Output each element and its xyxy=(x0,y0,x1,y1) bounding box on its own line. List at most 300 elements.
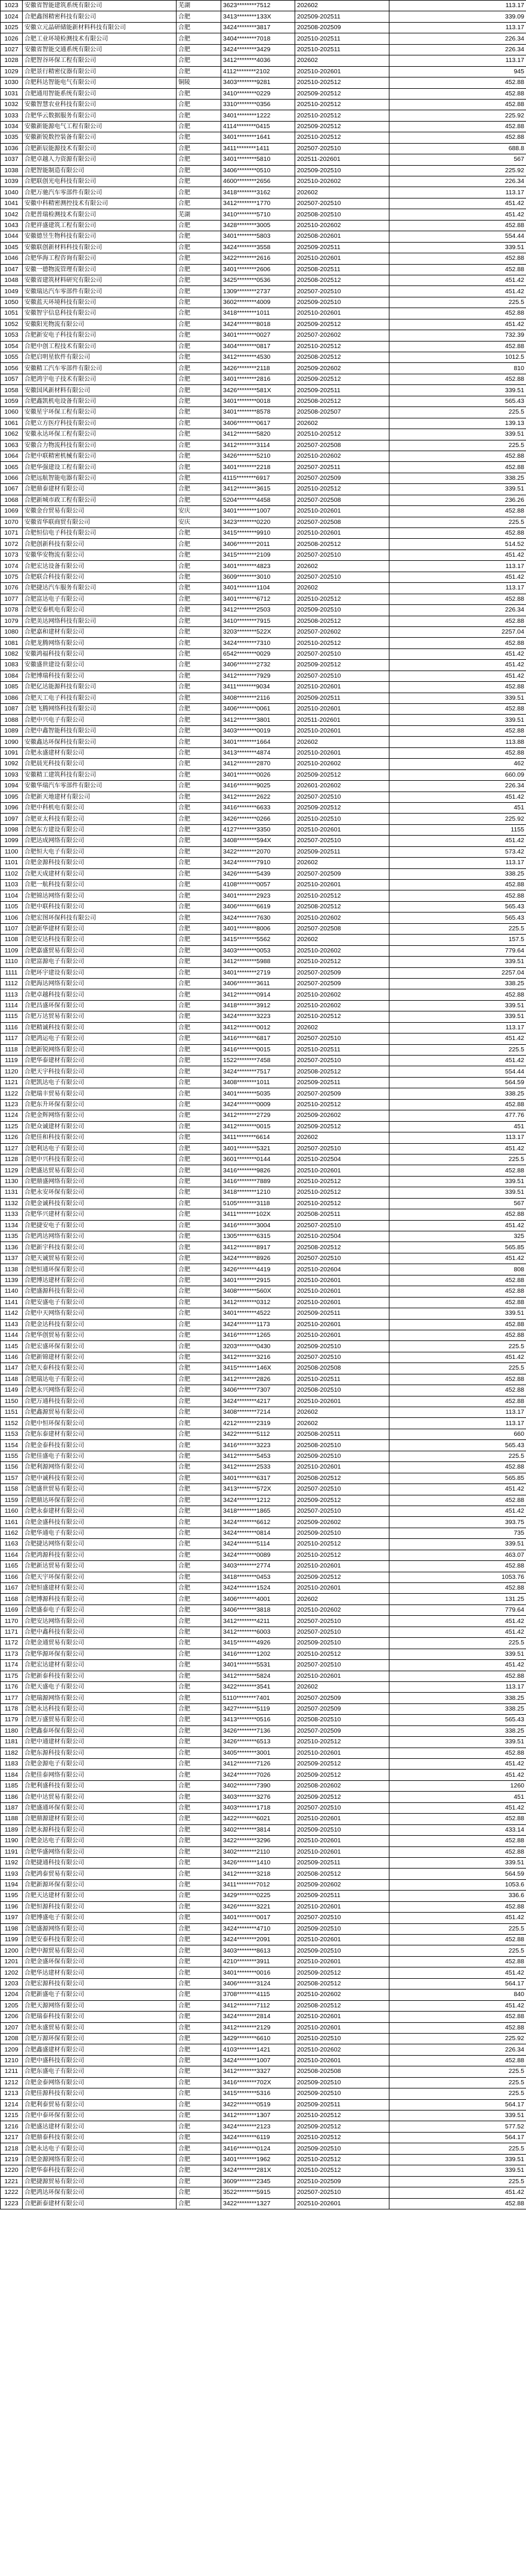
city-cell: 合肥 xyxy=(177,1945,221,1956)
id-number-cell: 3412********2129 xyxy=(221,2022,295,2033)
row-number-cell: 1097 xyxy=(1,814,23,824)
table-row xyxy=(1,1000,526,1011)
period-cell: 202510-202601 xyxy=(295,1901,389,1912)
city-cell: 合肥 xyxy=(177,1220,221,1231)
company-name-cell: 合肥凯达电子有限公司 xyxy=(23,1077,177,1088)
city-cell: 合肥 xyxy=(177,1187,221,1198)
row-number-cell: 1181 xyxy=(1,1737,23,1748)
company-name-cell: 合肥华盛网络有限公司 xyxy=(23,1846,177,1857)
amount-cell: 452.88 xyxy=(389,725,526,736)
period-cell: 202509-202511 xyxy=(295,385,389,396)
period-cell: 202510-202512 xyxy=(295,1187,389,1198)
amount-cell: 226.34 xyxy=(389,2044,526,2055)
city-cell: 合肥 xyxy=(177,1824,221,1835)
table-row xyxy=(1,682,526,693)
amount-cell: 339.51 xyxy=(389,242,526,253)
table-row xyxy=(1,352,526,363)
amount-cell: 564.17 xyxy=(389,2132,526,2143)
company-name-cell: 合肥新辰能源技术有限公司 xyxy=(23,143,177,154)
id-number-cell: 3423********0220 xyxy=(221,517,295,527)
row-number-cell: 1069 xyxy=(1,506,23,517)
id-number-cell: 3412********8917 xyxy=(221,1242,295,1253)
period-cell: 202509-202510 xyxy=(295,1451,389,1461)
id-number-cell: 3203********0430 xyxy=(221,1341,295,1352)
amount-cell: 339.51 xyxy=(389,957,526,967)
amount-cell: 339.51 xyxy=(389,385,526,396)
amount-cell: 565.43 xyxy=(389,396,526,406)
amount-cell: 225.5 xyxy=(389,923,526,934)
table-row xyxy=(1,1770,526,1780)
id-number-cell: 3411********9034 xyxy=(221,682,295,693)
period-cell: 202507-202509 xyxy=(295,1725,389,1736)
amount-cell: 451 xyxy=(389,802,526,813)
row-number-cell: 1185 xyxy=(1,1780,23,1791)
table-row xyxy=(1,2187,526,2198)
city-cell: 合肥 xyxy=(177,1901,221,1912)
row-number-cell: 1198 xyxy=(1,1923,23,1934)
row-number-cell: 1107 xyxy=(1,923,23,934)
amount-cell: 945 xyxy=(389,66,526,77)
table-row xyxy=(1,1978,526,1989)
company-name-cell: 合肥华源环保有限公司 xyxy=(23,1649,177,1659)
row-number-cell: 1205 xyxy=(1,2000,23,2011)
row-number-cell: 1144 xyxy=(1,1330,23,1340)
city-cell: 合肥 xyxy=(177,1319,221,1330)
id-number-cell: 3422********2070 xyxy=(221,846,295,857)
table-row xyxy=(1,1967,526,1978)
amount-cell: 452.88 xyxy=(389,890,526,901)
table-row xyxy=(1,814,526,824)
table-row xyxy=(1,1891,526,1901)
company-name-cell: 合肥华泰建材有限公司 xyxy=(23,1056,177,1066)
company-name-cell: 合肥新城市政工程有限公司 xyxy=(23,495,177,505)
period-cell: 202507-202510 xyxy=(295,1506,389,1516)
amount-cell: 452.88 xyxy=(389,1275,526,1286)
id-number-cell: 3412********4036 xyxy=(221,55,295,66)
table-row xyxy=(1,88,526,99)
amount-cell: 451.42 xyxy=(389,209,526,220)
table-row xyxy=(1,747,526,758)
amount-cell: 452.88 xyxy=(389,1901,526,1912)
row-number-cell: 1188 xyxy=(1,1814,23,1824)
table-row xyxy=(1,913,526,923)
period-cell: 202507-202510 xyxy=(295,1056,389,1066)
table-row xyxy=(1,1604,526,1615)
city-cell: 合肥 xyxy=(177,1802,221,1813)
id-number-cell: 3412********1307 xyxy=(221,2111,295,2121)
id-number-cell: 3411********102X xyxy=(221,1209,295,1220)
period-cell: 202508-202508 xyxy=(295,1363,389,1374)
amount-cell: 225.5 xyxy=(389,1451,526,1461)
amount-cell: 565.43 xyxy=(389,913,526,923)
row-number-cell: 1165 xyxy=(1,1561,23,1572)
company-name-cell: 合肥瑞丰贸易有限公司 xyxy=(23,1088,177,1099)
city-cell: 合肥 xyxy=(177,396,221,406)
table-row xyxy=(1,1022,526,1033)
period-cell: 202510-202512 xyxy=(295,1176,389,1187)
company-name-cell: 合肥新锐网络有限公司 xyxy=(23,1044,177,1055)
company-name-cell: 合肥盛达建材有限公司 xyxy=(23,2121,177,2132)
id-number-cell: 3403********1718 xyxy=(221,1802,295,1813)
company-name-cell: 合肥天达建材有限公司 xyxy=(23,1891,177,1901)
amount-cell: 452.88 xyxy=(389,451,526,461)
table-row xyxy=(1,715,526,725)
id-number-cell: 3424********4217 xyxy=(221,1396,295,1407)
city-cell: 合肥 xyxy=(177,1572,221,1582)
row-number-cell: 1038 xyxy=(1,165,23,176)
amount-cell: 225.5 xyxy=(389,1044,526,1055)
amount-cell: 452.88 xyxy=(389,1561,526,1572)
amount-cell: 565.85 xyxy=(389,1473,526,1483)
id-number-cell: 3410********7915 xyxy=(221,616,295,626)
id-number-cell: 3412********7929 xyxy=(221,671,295,681)
row-number-cell: 1147 xyxy=(1,1363,23,1374)
city-cell: 合肥 xyxy=(177,1011,221,1022)
table-row xyxy=(1,2154,526,2165)
id-number-cell: 3428********3005 xyxy=(221,220,295,231)
id-number-cell: 3401********2816 xyxy=(221,374,295,384)
company-name-cell: 合肥中天网络有限公司 xyxy=(23,1308,177,1319)
table-row xyxy=(1,121,526,132)
table-row xyxy=(1,1649,526,1659)
period-cell: 202511-202601 xyxy=(295,715,389,725)
row-number-cell: 1051 xyxy=(1,308,23,319)
amount-cell: 451.42 xyxy=(389,286,526,297)
city-cell: 合肥 xyxy=(177,1209,221,1220)
id-number-cell: 3412********0012 xyxy=(221,1022,295,1033)
company-name-cell: 合肥万达贸易有限公司 xyxy=(23,1011,177,1022)
amount-cell: 113.17 xyxy=(389,583,526,594)
row-number-cell: 1196 xyxy=(1,1901,23,1912)
row-number-cell: 1153 xyxy=(1,1429,23,1439)
row-number-cell: 1192 xyxy=(1,1857,23,1868)
row-number-cell: 1049 xyxy=(1,286,23,297)
row-number-cell: 1138 xyxy=(1,1264,23,1275)
city-cell: 合肥 xyxy=(177,561,221,572)
row-number-cell: 1085 xyxy=(1,682,23,693)
city-cell: 合肥 xyxy=(177,802,221,813)
row-number-cell: 1212 xyxy=(1,2077,23,2088)
period-cell: 202510-202602 xyxy=(295,759,389,769)
id-number-cell: 3403********0019 xyxy=(221,725,295,736)
company-name-cell: 合肥飞腾网络科技有限公司 xyxy=(23,704,177,715)
table-row xyxy=(1,286,526,297)
city-cell: 合肥 xyxy=(177,2165,221,2176)
amount-cell: 1155 xyxy=(389,824,526,835)
id-number-cell: 3412********5824 xyxy=(221,1671,295,1681)
company-name-cell: 合肥博盛电子有限公司 xyxy=(23,1913,177,1923)
period-cell: 202509-202511 xyxy=(295,1308,389,1319)
company-name-cell: 合肥通用智能系统有限公司 xyxy=(23,88,177,99)
row-number-cell: 1094 xyxy=(1,781,23,792)
table-row xyxy=(1,1935,526,1945)
table-row xyxy=(1,143,526,154)
id-number-cell: 1309********2737 xyxy=(221,286,295,297)
row-number-cell: 1216 xyxy=(1,2121,23,2132)
amount-cell: 452.88 xyxy=(389,2012,526,2022)
id-number-cell: 3413********0516 xyxy=(221,1715,295,1725)
company-name-cell: 合肥远航智能电器有限公司 xyxy=(23,473,177,483)
table-row xyxy=(1,648,526,659)
period-cell: 202507-202509 xyxy=(295,1088,389,1099)
amount-cell: 339.51 xyxy=(389,2111,526,2121)
table-row xyxy=(1,1660,526,1671)
period-cell: 202602 xyxy=(295,1418,389,1429)
id-number-cell: 3401********4522 xyxy=(221,1308,295,1319)
city-cell: 合肥 xyxy=(177,286,221,297)
id-number-cell: 3401********4823 xyxy=(221,561,295,572)
amount-cell: 433.14 xyxy=(389,1824,526,1835)
table-row xyxy=(1,374,526,384)
city-cell: 合肥 xyxy=(177,132,221,143)
city-cell: 合肥 xyxy=(177,2077,221,2088)
row-number-cell: 1203 xyxy=(1,1978,23,1989)
row-number-cell: 1136 xyxy=(1,1242,23,1253)
amount-cell: 225.5 xyxy=(389,517,526,527)
id-number-cell: 3424********3558 xyxy=(221,242,295,253)
company-name-cell: 合肥天宇环保有限公司 xyxy=(23,1572,177,1582)
city-cell: 合肥 xyxy=(177,1077,221,1088)
row-number-cell: 1063 xyxy=(1,440,23,451)
company-name-cell: 合肥鸿源科技有限公司 xyxy=(23,1550,177,1560)
row-number-cell: 1040 xyxy=(1,187,23,198)
company-name-cell: 安徽省智能建筑系统有限公司 xyxy=(23,1,177,11)
period-cell: 202510-202512 xyxy=(295,1737,389,1748)
city-cell: 合肥 xyxy=(177,462,221,473)
company-name-cell: 合肥博源科技有限公司 xyxy=(23,1594,177,1604)
period-cell: 202602 xyxy=(295,418,389,429)
period-cell: 202509-202510 xyxy=(295,605,389,616)
city-cell: 合肥 xyxy=(177,715,221,725)
row-number-cell: 1052 xyxy=(1,319,23,330)
company-name-cell: 安徽精工汽车零部件有限公司 xyxy=(23,363,177,374)
row-number-cell: 1033 xyxy=(1,110,23,121)
table-row xyxy=(1,1693,526,1703)
table-row xyxy=(1,33,526,44)
period-cell: 202508-202512 xyxy=(295,352,389,363)
amount-cell: 2257.04 xyxy=(389,626,526,637)
amount-cell: 452.88 xyxy=(389,2055,526,2066)
company-name-cell: 合肥鼎泰科技有限公司 xyxy=(23,2132,177,2143)
company-name-cell: 合肥鸿达环保有限公司 xyxy=(23,2187,177,2198)
table-row xyxy=(1,22,526,33)
table-row xyxy=(1,605,526,616)
table-row xyxy=(1,1264,526,1275)
company-name-cell: 合肥富源电子有限公司 xyxy=(23,957,177,967)
period-cell: 202509-202510 xyxy=(295,2143,389,2154)
row-number-cell: 1125 xyxy=(1,1121,23,1132)
table-row xyxy=(1,132,526,143)
city-cell: 合肥 xyxy=(177,1264,221,1275)
id-number-cell: 3403********9281 xyxy=(221,77,295,88)
amount-cell: 452.88 xyxy=(389,880,526,890)
row-number-cell: 1070 xyxy=(1,517,23,527)
company-name-cell: 合肥鑫泰环保有限公司 xyxy=(23,1725,177,1736)
row-number-cell: 1160 xyxy=(1,1506,23,1516)
company-name-cell: 合肥东方建设有限公司 xyxy=(23,824,177,835)
city-cell: 合肥 xyxy=(177,2154,221,2165)
table-row xyxy=(1,528,526,539)
period-cell: 202510-202601 xyxy=(295,528,389,539)
amount-cell: 339.51 xyxy=(389,2165,526,2176)
city-cell: 安庆 xyxy=(177,517,221,527)
table-row xyxy=(1,1956,526,1967)
table-row xyxy=(1,792,526,802)
table-row xyxy=(1,484,526,495)
amount-cell: 452.88 xyxy=(389,616,526,626)
period-cell: 202602 xyxy=(295,737,389,747)
city-cell: 合肥 xyxy=(177,1956,221,1967)
period-cell: 202602 xyxy=(295,935,389,945)
period-cell: 202508-202507 xyxy=(295,407,389,418)
row-number-cell: 1174 xyxy=(1,1660,23,1671)
table-row xyxy=(1,1814,526,1824)
row-number-cell: 1222 xyxy=(1,2187,23,2198)
period-cell: 202508-202512 xyxy=(295,1869,389,1879)
city-cell: 合肥 xyxy=(177,1374,221,1385)
city-cell: 合肥 xyxy=(177,737,221,747)
table-row xyxy=(1,1363,526,1374)
city-cell: 合肥 xyxy=(177,1923,221,1934)
city-cell: 合肥 xyxy=(177,1517,221,1528)
id-number-cell: 3609********2345 xyxy=(221,2176,295,2187)
table-row xyxy=(1,704,526,715)
row-number-cell: 1162 xyxy=(1,1528,23,1538)
id-number-cell: 3401********5035 xyxy=(221,1088,295,1099)
amount-cell: 225.5 xyxy=(389,1923,526,1934)
row-number-cell: 1039 xyxy=(1,176,23,187)
period-cell: 202510-202601 xyxy=(295,1330,389,1340)
amount-cell: 113.17 xyxy=(389,1022,526,1033)
period-cell: 202509-202512 xyxy=(295,1572,389,1582)
table-row xyxy=(1,1396,526,1407)
company-name-cell: 合肥东源科技有限公司 xyxy=(23,1748,177,1758)
company-name-cell: 合肥天工电子科技有限公司 xyxy=(23,693,177,703)
company-name-cell: 合肥永达电子有限公司 xyxy=(23,2143,177,2154)
row-number-cell: 1130 xyxy=(1,1176,23,1187)
id-number-cell: 3401********1007 xyxy=(221,506,295,517)
city-cell: 合肥 xyxy=(177,2143,221,2154)
id-number-cell: 3401********1222 xyxy=(221,110,295,121)
company-name-cell: 合肥瑞达电子有限公司 xyxy=(23,1374,177,1385)
period-cell: 202602 xyxy=(295,1407,389,1418)
id-number-cell: 3402********3814 xyxy=(221,1824,295,1835)
row-number-cell: 1080 xyxy=(1,626,23,637)
row-number-cell: 1101 xyxy=(1,858,23,868)
amount-cell: 225.5 xyxy=(389,1341,526,1352)
city-cell: 合肥 xyxy=(177,2066,221,2077)
row-number-cell: 1183 xyxy=(1,1759,23,1770)
period-cell: 202602 xyxy=(295,583,389,594)
amount-cell: 236.26 xyxy=(389,495,526,505)
table-row xyxy=(1,1429,526,1439)
amount-cell: 225.5 xyxy=(389,440,526,451)
table-row xyxy=(1,396,526,406)
period-cell: 202507-202510 xyxy=(295,1627,389,1637)
period-cell: 202507-202510 xyxy=(295,286,389,297)
table-row xyxy=(1,1627,526,1637)
company-name-cell: 安徽盛世建设有限公司 xyxy=(23,660,177,671)
amount-cell: 451 xyxy=(389,1121,526,1132)
period-cell: 202510-202601 xyxy=(295,1836,389,1846)
table-row xyxy=(1,2012,526,2022)
city-cell: 合肥 xyxy=(177,1440,221,1451)
company-name-cell: 安徽精工建筑科技有限公司 xyxy=(23,769,177,780)
row-number-cell: 1167 xyxy=(1,1583,23,1594)
period-cell: 202507-202510 xyxy=(295,550,389,560)
id-number-cell: 3203********522X xyxy=(221,626,295,637)
table-row xyxy=(1,1703,526,1714)
company-name-cell: 安徽鸿福科技有限公司 xyxy=(23,648,177,659)
table-row xyxy=(1,671,526,681)
amount-cell: 452.88 xyxy=(389,1583,526,1594)
company-name-cell: 安徽鑫达环保科技有限公司 xyxy=(23,737,177,747)
row-number-cell: 1027 xyxy=(1,44,23,55)
city-cell: 合肥 xyxy=(177,989,221,1000)
table-row xyxy=(1,55,526,66)
table-row xyxy=(1,330,526,341)
id-number-cell: 4112********2102 xyxy=(221,66,295,77)
row-number-cell: 1086 xyxy=(1,693,23,703)
city-cell: 合肥 xyxy=(177,2022,221,2033)
id-number-cell: 3426********5439 xyxy=(221,868,295,879)
table-row xyxy=(1,451,526,461)
period-cell: 202509-202512 xyxy=(295,802,389,813)
city-cell: 合肥 xyxy=(177,1967,221,1978)
table-row xyxy=(1,1715,526,1725)
city-cell: 合肥 xyxy=(177,176,221,187)
period-cell: 202510-202601 xyxy=(295,747,389,758)
company-name-cell: 合肥亿达能源科技有限公司 xyxy=(23,682,177,693)
city-cell: 合肥 xyxy=(177,814,221,824)
company-name-cell: 合肥中盛科技有限公司 xyxy=(23,2055,177,2066)
amount-cell: 338.25 xyxy=(389,978,526,989)
city-cell: 合肥 xyxy=(177,868,221,879)
period-cell: 202510-202512 xyxy=(295,99,389,110)
id-number-cell: 3708********4115 xyxy=(221,1990,295,2000)
city-cell: 合肥 xyxy=(177,374,221,384)
company-name-cell: 合肥海达网络有限公司 xyxy=(23,978,177,989)
id-number-cell: 3426********0266 xyxy=(221,814,295,824)
amount-cell: 452.88 xyxy=(389,99,526,110)
city-cell: 合肥 xyxy=(177,1165,221,1176)
amount-cell: 452.88 xyxy=(389,506,526,517)
id-number-cell: 3412********7126 xyxy=(221,1759,295,1770)
period-cell: 202510-202512 xyxy=(295,2132,389,2143)
period-cell: 202510-202512 xyxy=(295,2165,389,2176)
company-name-cell: 合肥鼎盛网络有限公司 xyxy=(23,1176,177,1187)
id-number-cell: 3401********2218 xyxy=(221,462,295,473)
amount-cell: 452.88 xyxy=(389,1319,526,1330)
city-cell: 合肥 xyxy=(177,275,221,285)
company-name-cell: 合肥中联精密机械有限公司 xyxy=(23,451,177,461)
row-number-cell: 1156 xyxy=(1,1462,23,1473)
company-name-cell: 合肥普瑞检测技术有限公司 xyxy=(23,209,177,220)
amount-cell: 452.88 xyxy=(389,1956,526,1967)
period-cell: 202602 xyxy=(295,561,389,572)
city-cell: 合肥 xyxy=(177,769,221,780)
period-cell: 202508-202512 xyxy=(295,2000,389,2011)
company-name-cell: 合肥永安环保有限公司 xyxy=(23,1187,177,1198)
id-number-cell: 3401********1104 xyxy=(221,583,295,594)
company-name-cell: 合肥天宇科技有限公司 xyxy=(23,1066,177,1077)
period-cell: 202510-202512 xyxy=(295,110,389,121)
city-cell: 合肥 xyxy=(177,154,221,165)
row-number-cell: 1045 xyxy=(1,242,23,253)
period-cell: 202508-202510 xyxy=(295,1385,389,1396)
id-number-cell: 3402********2110 xyxy=(221,1846,295,1857)
id-number-cell: 3424********3429 xyxy=(221,44,295,55)
